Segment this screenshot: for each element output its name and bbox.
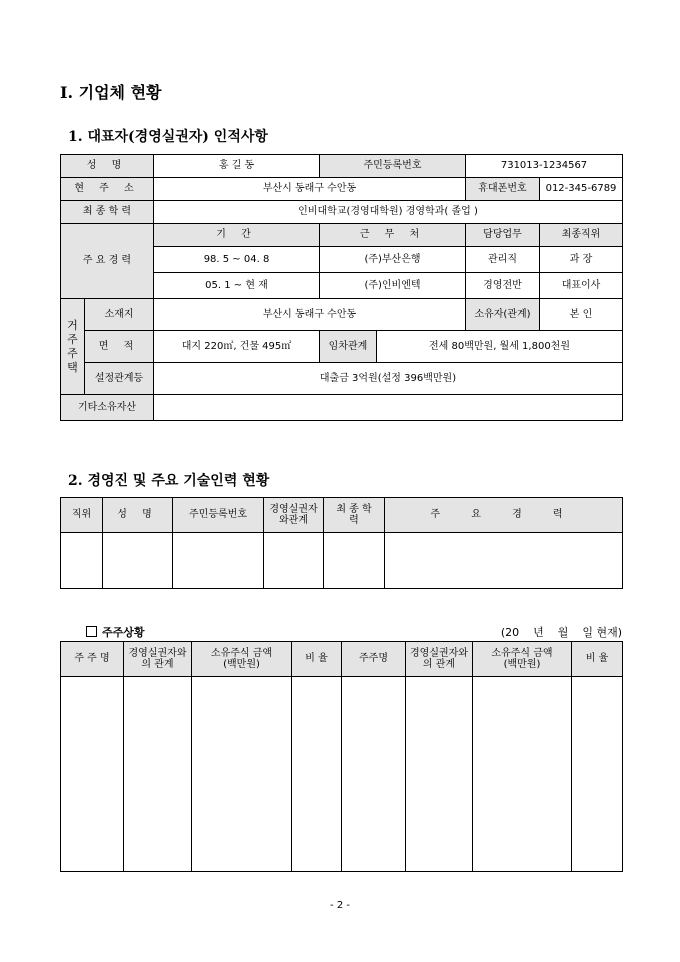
staff-cell [103, 533, 173, 589]
shareholders-date: (20 년 월 일 현재) [500, 626, 622, 639]
phone-label: 휴대폰번호 [466, 178, 540, 201]
staff-section-title: 2. 경영진 및 주요 기술인력 현황 [68, 473, 270, 489]
career-company: (주)인비엔텍 [320, 273, 466, 299]
staff-header-id: 주민등록번호 [173, 498, 264, 533]
career-company: (주)부산은행 [320, 247, 466, 273]
shareholder-cell [292, 677, 342, 872]
shareholder-header-relation: 경영실권자와의 관계 [406, 642, 473, 677]
career-period: 98. 5 ~ 04. 8 [154, 247, 320, 273]
staff-table [60, 497, 623, 589]
shareholder-header-ratio: 비 율 [292, 642, 342, 677]
owner-value: 본 인 [540, 299, 623, 331]
shareholder-header-amount: 소유주식 금액(백만원) [473, 642, 572, 677]
shareholder-cell [473, 677, 572, 872]
name-value: 홍 길 동 [154, 155, 320, 178]
staff-header-relation: 경영실권자와관계 [264, 498, 324, 533]
career-header-position: 최종직위 [540, 224, 623, 247]
mortgage-value: 대출금 3억원(설정 396백만원) [154, 363, 623, 395]
location-value: 부산시 동래구 수안동 [154, 299, 466, 331]
shareholder-header-name: 주주명 [342, 642, 406, 677]
career-header-duty: 담당업무 [466, 224, 540, 247]
location-label: 소재지 [85, 299, 154, 331]
section-title: I. 기업체 현황 [60, 83, 162, 102]
staff-cell [324, 533, 385, 589]
shareholders-table [60, 641, 623, 872]
shareholder-header-relation: 경영실권자와의 관계 [124, 642, 192, 677]
lease-label: 임차관계 [320, 331, 377, 363]
representative-section-title: 1. 대표자(경영실권자) 인적사항 [68, 129, 268, 145]
career-header-company: 근 무 처 [320, 224, 466, 247]
shareholder-cell [61, 677, 124, 872]
other-assets-label: 기타소유자산 [61, 395, 154, 421]
page-number: - 2 - [330, 900, 350, 911]
shareholder-header-ratio: 비 율 [572, 642, 623, 677]
staff-cell [264, 533, 324, 589]
shareholder-cell [192, 677, 292, 872]
id-number-label: 주민등록번호 [320, 155, 466, 178]
staff-cell [385, 533, 623, 589]
career-position: 과 장 [540, 247, 623, 273]
phone-value: 012-345-6789 [540, 178, 623, 201]
career-position: 대표이사 [540, 273, 623, 299]
mortgage-label: 설정관계등 [85, 363, 154, 395]
education-label: 최 종 학 력 [61, 201, 154, 224]
staff-cell [61, 533, 103, 589]
education-value: 인비대학교(경영대학원) 경영학과( 졸업 ) [154, 201, 623, 224]
address-label: 현 주 소 [61, 178, 154, 201]
staff-header-name: 성 명 [103, 498, 173, 533]
career-duty: 관리직 [466, 247, 540, 273]
shareholder-cell [406, 677, 473, 872]
staff-header-career: 주 요 경 력 [385, 498, 623, 533]
career-duty: 경영전반 [466, 273, 540, 299]
lease-value: 전세 80백만원, 월세 1,800천원 [377, 331, 623, 363]
staff-header-position: 직위 [61, 498, 103, 533]
address-value: 부산시 동래구 수안동 [154, 178, 466, 201]
shareholders-heading [86, 624, 145, 640]
shareholder-cell [572, 677, 623, 872]
career-header-period: 기 간 [154, 224, 320, 247]
staff-header-education: 최 종 학 력 [324, 498, 385, 533]
career-label: 주 요 경 력 [61, 224, 154, 299]
name-label: 성 명 [61, 155, 154, 178]
id-number-value: 731013-1234567 [466, 155, 623, 178]
other-assets-value [154, 395, 623, 421]
staff-cell [173, 533, 264, 589]
area-value: 대지 220㎡, 건물 495㎡ [154, 331, 320, 363]
area-label: 면 적 [85, 331, 154, 363]
square-checkbox-icon [86, 626, 97, 637]
career-period: 05. 1 ~ 현 재 [154, 273, 320, 299]
shareholder-header-amount: 소유주식 금액(백만원) [192, 642, 292, 677]
shareholder-cell [124, 677, 192, 872]
owner-label: 소유자(관계) [466, 299, 540, 331]
representative-table [60, 154, 623, 421]
shareholders-title: 주주상황 [102, 626, 145, 639]
residence-label: 거주주택 [61, 299, 85, 395]
shareholder-header-name: 주 주 명 [61, 642, 124, 677]
shareholder-cell [342, 677, 406, 872]
